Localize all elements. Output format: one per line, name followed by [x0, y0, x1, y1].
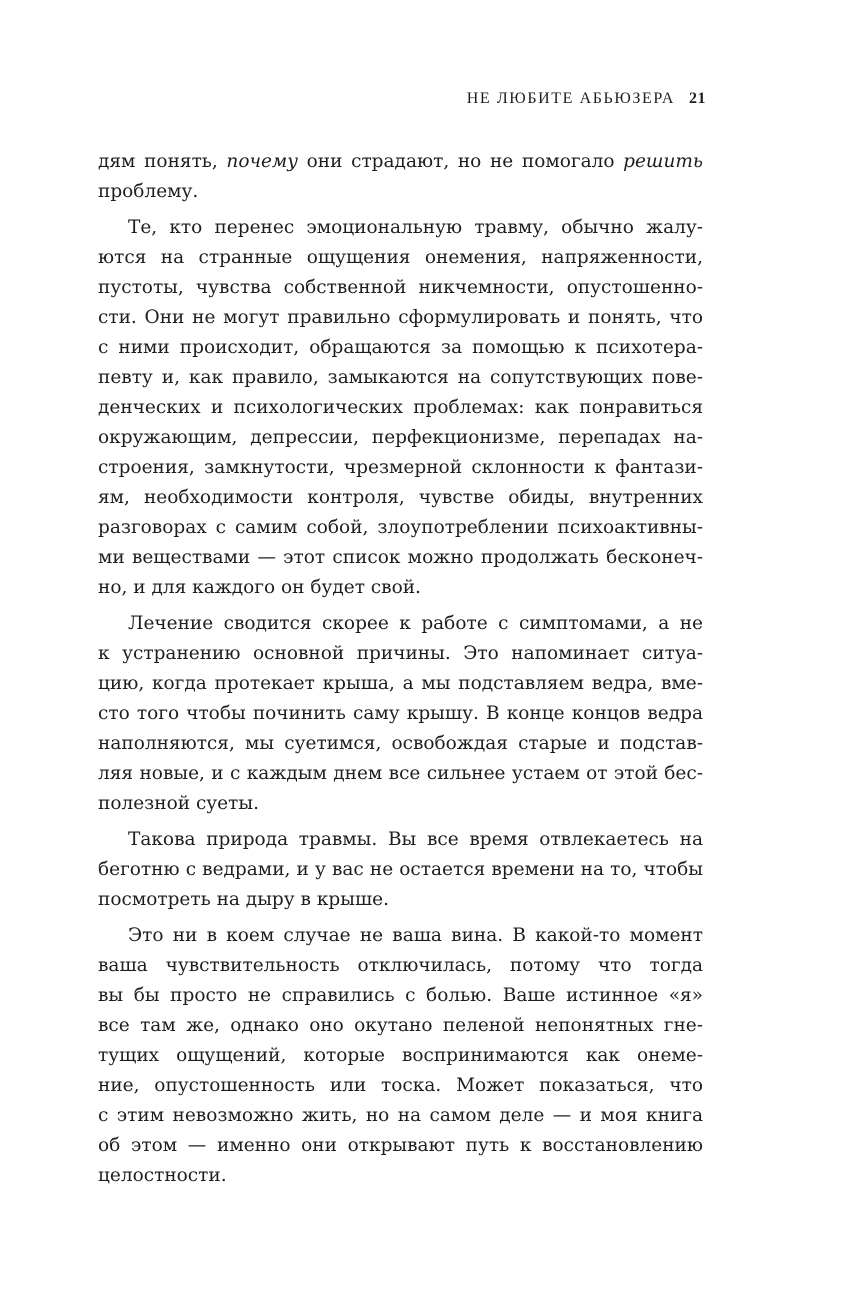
text-line: ям, необходимости контроля, чувстве обиды, внутренних: [98, 487, 703, 508]
paragraph: [98, 921, 703, 1191]
running-title: НЕ ЛЮБИТЕ АБЬЮЗЕРА: [466, 90, 675, 107]
text-line: вы бы просто не справились с болью. Ваше истинное «я»: [98, 985, 703, 1006]
text-line: певту и, как правило, замыкаются на сопутствующих пове-: [98, 367, 703, 388]
running-head: [467, 89, 706, 109]
text-line: строения, замкнутости, чрезмерной склонности к фантази-: [98, 457, 703, 478]
text-line: посмотреть на дыру в крыше.: [98, 889, 389, 910]
text-line: ляя новые, и с каждым днем все сильнее устаем от этой бес-: [98, 763, 703, 784]
paragraph: [98, 825, 703, 915]
text-line: об этом — именно они открывают путь к восстановлению: [98, 1135, 703, 1156]
text-line: дям понять, почему они страдают, но не помогало решить: [98, 151, 703, 172]
text-line: с ними происходит, обращаются за помощью к психотера-: [98, 337, 703, 358]
body-text: [98, 147, 703, 1191]
text-line: окружающим, депрессии, перфекционизме, перепадах на-: [98, 427, 703, 448]
text-line: но, и для каждого он будет свой.: [98, 577, 421, 598]
text-line: проблему.: [98, 181, 199, 202]
text-line: Такова природа травмы. Вы все время отвлекаетесь на: [128, 829, 703, 850]
text-line: целостности.: [98, 1165, 227, 1186]
text-line: цию, когда протекает крыша, а мы подставляем ведра, вме-: [98, 673, 703, 694]
text-line: пустоты, чувства собственной никчемности, опустошенно-: [98, 277, 703, 298]
text-line: все там же, однако оно окутано пеленой непонятных гне-: [98, 1015, 703, 1036]
paragraph: [98, 147, 703, 207]
text-line: ми веществами — этот список можно продолжать бесконеч-: [98, 547, 703, 568]
text-line: тущих ощущений, которые воспринимаются как онеме-: [98, 1045, 703, 1066]
text-line: разговорах с самим собой, злоупотреблении психоактивны-: [98, 517, 703, 538]
text-line: Лечение сводится скорее к работе с симптомами, а не: [128, 613, 703, 634]
text-line: Это ни в коем случае не ваша вина. В какой-то момент: [128, 925, 703, 946]
text-line: беготню с ведрами, и у вас не остается времени на то, чтобы: [98, 859, 703, 880]
text-line: к устранению основной причины. Это напоминает ситуа-: [98, 643, 703, 664]
text-line: Те, кто перенес эмоциональную травму, обычно жалу-: [128, 217, 703, 238]
text-line: денческих и психологических проблемах: как понравиться: [98, 397, 703, 418]
page-number: 21: [689, 90, 706, 107]
text-line: ние, опустошенность или тоска. Может показаться, что: [98, 1075, 703, 1096]
text-line: с этим невозможно жить, но на самом деле — и моя книга: [98, 1105, 703, 1126]
text-line: ваша чувствительность отключилась, потому что тогда: [98, 955, 703, 976]
text-line: полезной суеты.: [98, 793, 259, 814]
paragraph: [98, 609, 703, 819]
text-line: ются на странные ощущения онемения, напряженности,: [98, 247, 703, 268]
text-line: сто того чтобы починить саму крышу. В конце концов ведра: [98, 703, 703, 724]
text-line: наполняются, мы суетимся, освобождая старые и подстав-: [98, 733, 703, 754]
paragraph: [98, 213, 703, 603]
text-line: сти. Они не могут правильно сформулировать и понять, что: [98, 307, 703, 328]
